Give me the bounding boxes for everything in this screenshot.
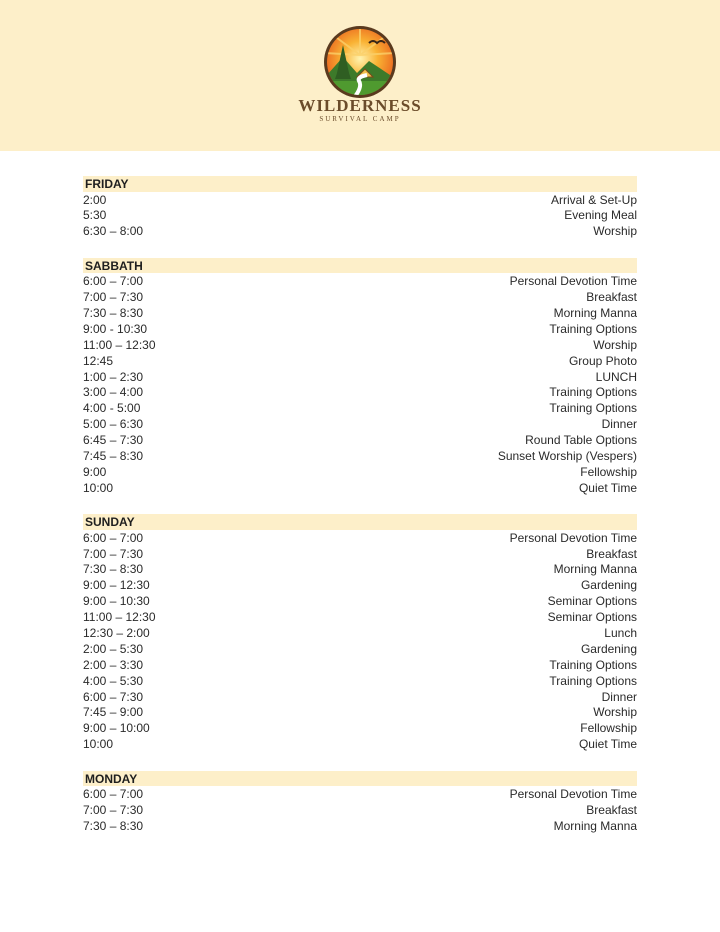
activity-column <box>363 416 637 432</box>
time-label: 9:00 – 10:00 <box>83 721 150 736</box>
time-label: 6:30 – 8:00 <box>83 224 144 239</box>
time-label: 7:00 – 7:30 <box>83 546 144 561</box>
schedule-row <box>83 530 637 546</box>
activity-column <box>363 577 637 593</box>
time-column <box>83 577 362 593</box>
activity-label: Training Options <box>549 401 637 416</box>
schedule-row <box>83 818 637 834</box>
activity-column <box>363 673 637 689</box>
time-label: 4:00 – 5:30 <box>83 673 144 688</box>
activity-label: Evening Meal <box>564 208 637 223</box>
time-column <box>83 530 362 546</box>
time-label: 5:30 <box>83 208 107 223</box>
activity-column <box>363 223 637 239</box>
activity-column <box>363 289 637 305</box>
activity-label: Gardening <box>580 641 637 656</box>
activity-label: Arrival & Set-Up <box>550 192 637 207</box>
activity-label: Lunch <box>604 625 637 640</box>
time-column <box>83 802 362 818</box>
activity-column <box>363 802 637 818</box>
activity-label: Round Table Options <box>525 433 637 448</box>
activity-label: Personal Devotion Time <box>509 530 637 545</box>
schedule-row <box>83 561 637 577</box>
activity-column <box>363 337 637 353</box>
activity-label: Group Photo <box>568 353 637 368</box>
schedule-row <box>83 353 637 369</box>
activity-label: Training Options <box>549 657 637 672</box>
activity-column <box>363 818 637 834</box>
time-label: 6:00 – 7:00 <box>83 787 144 802</box>
schedule-row <box>83 305 637 321</box>
day-section <box>83 176 637 239</box>
time-column <box>83 609 362 625</box>
schedule-row <box>83 657 637 673</box>
time-column <box>83 736 362 752</box>
time-label: 9:00 – 12:30 <box>83 578 150 593</box>
activity-column <box>363 736 637 752</box>
activity-column <box>363 192 637 208</box>
time-column <box>83 657 362 673</box>
time-column <box>83 480 362 496</box>
time-column <box>83 273 362 289</box>
time-column <box>83 207 362 223</box>
schedule-row <box>83 384 637 400</box>
activity-column <box>363 561 637 577</box>
time-column <box>83 464 362 480</box>
activity-label: Morning Manna <box>553 818 637 833</box>
time-column <box>83 337 362 353</box>
activity-column <box>363 448 637 464</box>
time-label: 1:00 – 2:30 <box>83 369 144 384</box>
schedule-row <box>83 337 637 353</box>
time-label: 2:00 – 3:30 <box>83 657 144 672</box>
activity-column <box>363 593 637 609</box>
schedule-row <box>83 720 637 736</box>
schedule-row <box>83 689 637 705</box>
schedule-row <box>83 736 637 752</box>
time-column <box>83 321 362 337</box>
activity-label: Dinner <box>601 689 637 704</box>
activity-column <box>363 273 637 289</box>
schedule-row <box>83 223 637 239</box>
schedule-row <box>83 464 637 480</box>
activity-column <box>363 657 637 673</box>
schedule-row <box>83 673 637 689</box>
activity-label: Morning Manna <box>553 562 637 577</box>
activity-column <box>363 625 637 641</box>
activity-label: Seminar Options <box>547 610 637 625</box>
schedule-row <box>83 273 637 289</box>
activity-column <box>363 207 637 223</box>
activity-label: Sunset Worship (Vespers) <box>497 448 637 463</box>
activity-column <box>363 305 637 321</box>
day-title: FRIDAY <box>83 176 637 192</box>
time-label: 11:00 – 12:30 <box>83 610 156 625</box>
activity-column <box>363 689 637 705</box>
time-label: 5:00 – 6:30 <box>83 417 144 432</box>
brand-name: WILDERNESS <box>298 96 422 115</box>
time-column <box>83 192 362 208</box>
time-label: 9:00 <box>83 464 107 479</box>
time-label: 7:45 – 9:00 <box>83 705 144 720</box>
schedule-row <box>83 786 637 802</box>
day-section <box>83 771 637 834</box>
time-column <box>83 673 362 689</box>
time-column <box>83 561 362 577</box>
activity-column <box>363 720 637 736</box>
activity-label: Fellowship <box>580 721 637 736</box>
activity-column <box>363 464 637 480</box>
activity-label: Seminar Options <box>547 594 637 609</box>
time-column <box>83 641 362 657</box>
schedule-row <box>83 207 637 223</box>
schedule-row <box>83 369 637 385</box>
activity-column <box>363 704 637 720</box>
activity-column <box>363 369 637 385</box>
activity-label: Gardening <box>580 578 637 593</box>
time-label: 3:00 – 4:00 <box>83 385 144 400</box>
activity-label: Personal Devotion Time <box>509 274 637 289</box>
time-column <box>83 786 362 802</box>
schedule-row <box>83 480 637 496</box>
time-column <box>83 593 362 609</box>
activity-column <box>363 353 637 369</box>
activity-label: Breakfast <box>586 803 637 817</box>
time-column <box>83 720 362 736</box>
time-column <box>83 305 362 321</box>
schedule-row <box>83 546 637 562</box>
time-column <box>83 448 362 464</box>
schedule-row <box>83 704 637 720</box>
day-section <box>83 258 637 496</box>
time-label: 7:30 – 8:30 <box>83 818 144 833</box>
schedule-row <box>83 321 637 337</box>
activity-column <box>363 384 637 400</box>
schedule-row <box>83 192 637 208</box>
activity-label: Personal Devotion Time <box>509 787 637 802</box>
activity-column <box>363 786 637 802</box>
time-label: 7:45 – 8:30 <box>83 448 144 463</box>
activity-label: Training Options <box>549 673 637 688</box>
time-label: 6:45 – 7:30 <box>83 433 144 448</box>
day-title: MONDAY <box>83 771 637 787</box>
time-label: 11:00 – 12:30 <box>83 337 156 352</box>
schedule-row <box>83 289 637 305</box>
schedule-row <box>83 577 637 593</box>
time-column <box>83 625 362 641</box>
time-column <box>83 432 362 448</box>
time-label: 12:30 – 2:00 <box>83 625 150 640</box>
time-label: 9:00 - 10:30 <box>83 321 148 336</box>
activity-label: Dinner <box>601 417 637 432</box>
time-column <box>83 704 362 720</box>
activity-label: Worship <box>593 705 637 720</box>
activity-column <box>363 530 637 546</box>
schedule-row <box>83 400 637 416</box>
activity-column <box>363 400 637 416</box>
time-column <box>83 818 362 834</box>
time-label: 12:45 <box>83 353 114 368</box>
time-column <box>83 289 362 305</box>
activity-label: Fellowship <box>580 464 637 479</box>
schedule-row <box>83 625 637 641</box>
activity-label: Training Options <box>549 321 637 336</box>
activity-label: Breakfast <box>586 290 637 305</box>
page-header <box>0 0 720 151</box>
activity-label: Breakfast <box>586 546 637 561</box>
schedule-row <box>83 593 637 609</box>
day-title: SUNDAY <box>83 514 637 530</box>
camp-schedule <box>83 176 637 852</box>
time-column <box>83 353 362 369</box>
time-label: 6:00 – 7:30 <box>83 689 144 704</box>
time-label: 7:00 – 7:30 <box>83 803 144 817</box>
time-label: 7:00 – 7:30 <box>83 290 144 305</box>
schedule-row <box>83 416 637 432</box>
activity-column <box>363 546 637 562</box>
activity-column <box>363 641 637 657</box>
time-label: 6:00 – 7:00 <box>83 530 144 545</box>
time-label: 7:30 – 8:30 <box>83 562 144 577</box>
brand-tagline: SURVIVAL CAMP <box>319 115 401 123</box>
time-label: 9:00 – 10:30 <box>83 594 150 609</box>
activity-column <box>363 321 637 337</box>
activity-label: LUNCH <box>595 369 637 384</box>
schedule-row <box>83 641 637 657</box>
schedule-row <box>83 432 637 448</box>
time-label: 2:00 <box>83 192 107 207</box>
time-column <box>83 546 362 562</box>
time-label: 7:30 – 8:30 <box>83 305 144 320</box>
time-label: 2:00 – 5:30 <box>83 641 144 656</box>
activity-label: Worship <box>593 337 637 352</box>
activity-label: Training Options <box>549 385 637 400</box>
schedule-row <box>83 609 637 625</box>
activity-label: Quiet Time <box>578 480 637 495</box>
activity-column <box>363 432 637 448</box>
time-label: 10:00 <box>83 737 114 752</box>
wilderness-camp-logo-icon <box>323 25 397 99</box>
activity-column <box>363 609 637 625</box>
time-column <box>83 384 362 400</box>
activity-column <box>363 480 637 496</box>
activity-label: Worship <box>593 224 637 239</box>
time-label: 6:00 – 7:00 <box>83 274 144 289</box>
time-column <box>83 223 362 239</box>
time-label: 4:00 - 5:00 <box>83 401 141 416</box>
time-column <box>83 400 362 416</box>
day-section <box>83 514 637 752</box>
time-column <box>83 689 362 705</box>
schedule-row <box>83 448 637 464</box>
activity-label: Quiet Time <box>578 737 637 752</box>
day-title: SABBATH <box>83 258 637 274</box>
time-label: 10:00 <box>83 480 114 495</box>
schedule-row <box>83 802 637 818</box>
activity-label: Morning Manna <box>553 305 637 320</box>
time-column <box>83 369 362 385</box>
time-column <box>83 416 362 432</box>
